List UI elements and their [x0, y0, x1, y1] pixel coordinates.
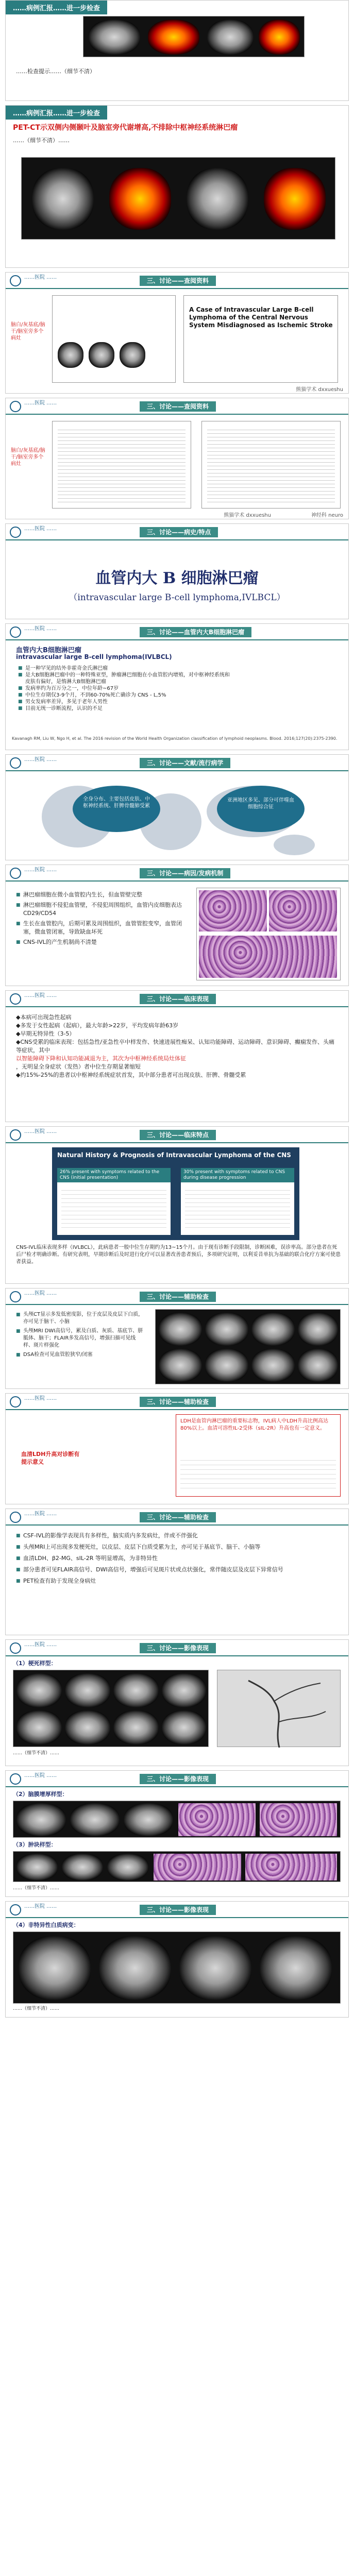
slide-subtitle: （intravascular large B-cell lymphoma,IVLBCL） — [69, 592, 285, 603]
hospital-name: ……医院 …… — [24, 1291, 57, 1296]
mri-image — [16, 1803, 66, 1836]
mri-image — [65, 1710, 110, 1744]
mri-image — [298, 1313, 338, 1346]
slide-15 — [5, 1770, 349, 1897]
hospital-logo — [10, 1396, 21, 1408]
bullet-list — [18, 665, 234, 712]
line-item: ，无明显全身症状（发热）者中位生存期显著缩短 — [16, 1063, 141, 1070]
slide-header — [6, 1902, 348, 1918]
corner-mark: 神经科 neuro — [311, 513, 343, 518]
watermark: 熊猫学术 dxxueshu — [224, 513, 271, 518]
slide-tag: ……病例汇报……进一步检查 — [6, 106, 107, 120]
mri-grid — [155, 1309, 341, 1384]
slide-header — [6, 755, 348, 771]
slide-10 — [5, 1126, 349, 1284]
hospital-logo — [10, 626, 21, 638]
mri-image — [113, 1673, 159, 1707]
mri-row — [13, 1801, 341, 1838]
slide-tag: 三、讨论——辅助检查 — [140, 1512, 216, 1522]
mri-thumb — [120, 342, 145, 368]
vessel-branch — [274, 1683, 321, 1701]
histology-image — [199, 936, 337, 978]
highlight-line: 以智能障碍下降和认知功能减退为主，其次为中枢神经系统局灶体征 — [16, 1055, 186, 1062]
slide-header — [6, 524, 348, 540]
slide-header — [6, 1640, 348, 1656]
line-item: ◆多发于女性起病（起病），最大年龄>22岁，平均发病年龄63岁 — [16, 1022, 179, 1029]
panel-right-header: 30% present with symptoms related to CNS during disease progression — [181, 1168, 294, 1182]
bullet-item: ■ CNS-IVL的产生机制尚不清楚 — [16, 938, 186, 946]
hospital-name: ……医院 …… — [24, 1642, 57, 1648]
figure-panel — [52, 1147, 299, 1240]
slide-tag: 三、讨论——病史/特点 — [140, 527, 218, 537]
histology-image — [178, 1803, 256, 1836]
slide-2 — [5, 105, 349, 268]
line-item: ◆本病可出现急性起病 — [16, 1014, 72, 1021]
hospital-logo — [10, 527, 21, 538]
bullet-item: ■ 头颅MRI上可出现多发梗死灶，以皮层、皮层下白质受累为主，亦可见于基底节、脑干、小脑等 — [16, 1543, 335, 1551]
slide-3 — [5, 272, 349, 394]
hospital-name: ……医院 …… — [24, 400, 57, 406]
slide-9 — [5, 990, 349, 1122]
hospital-logo — [10, 1642, 21, 1654]
article-text-lines — [207, 427, 335, 503]
slide-header — [6, 1289, 348, 1305]
hospital-logo — [10, 757, 21, 769]
panel-left — [57, 1168, 171, 1235]
bullet-list — [16, 1532, 335, 1585]
mri-image — [251, 1349, 295, 1382]
bullet-item: ■ 头颅MRI DWI高信号，累及白质、灰质、基底节、胼胝体、脑干；FLAIR多发高信号，增强扫描可见线样、斑片样强化 — [16, 1328, 145, 1349]
mri-image — [16, 1673, 62, 1707]
lab-table-lines — [180, 1456, 336, 1492]
mri-image — [65, 1673, 110, 1707]
figure-title: Natural History & Prognosis of Intravascular Lymphoma of the CNS — [57, 1151, 291, 1159]
pet-panel — [21, 157, 335, 240]
panel-right — [181, 1168, 294, 1235]
mri-image — [162, 1710, 206, 1744]
slide-header — [6, 991, 348, 1007]
article-right — [183, 295, 338, 383]
hospital-name: ……医院 …… — [24, 1129, 57, 1134]
mri-thumb — [58, 342, 83, 368]
caption: ……（细节不清）…… — [13, 1751, 60, 1756]
bullet-item: ■ 淋巴瘤细胞在微小血管腔内生长，但血管壁完整 — [16, 891, 186, 899]
hospital-logo — [10, 993, 21, 1005]
slide-tag: 三、讨论——血管内大B细胞淋巴瘤 — [140, 627, 251, 637]
bullet-item: ■ 血清LDH、β2-MG、sIL-2R 等明显增高，为非特异性 — [16, 1554, 335, 1563]
hospital-name: ……医院 …… — [24, 1904, 57, 1909]
mri-image — [99, 1936, 171, 2000]
reference-caption: Kavanagh RM, Liu W, Ngo H, et al. The 2016 revision of the World Health Organization classification of lymphoid neoplasms. Blood. 2016;127(20):2375-2390. — [12, 736, 338, 741]
article-title: A Case of Intravascular Large B-cell Lymphoma of the Central Nervous System Misdiagnosed as Ischemic Stroke — [189, 306, 333, 329]
bullet-item: ■ 中位生存期仅3-9个月，不到60-70%死亡确诊为 CNS - L,5% — [18, 692, 234, 699]
slide-title: PET-CT示双侧内侧颞叶及脑室旁代谢增高,不排除中枢神经系统淋巴瘤 — [13, 124, 238, 132]
bullet-item: ■ CSF-IVL的影像学表现具有多样性，脑实质内多发病灶，伴或不伴强化 — [16, 1532, 335, 1540]
slide-tag: 三、讨论——辅助检查 — [140, 1292, 216, 1302]
mri-image — [107, 1854, 148, 1880]
mri-image — [159, 1349, 202, 1382]
hospital-logo — [10, 275, 21, 286]
mri-image — [70, 1803, 120, 1836]
slide-tag: 三、讨论——辅助检查 — [140, 1397, 216, 1407]
mri-image — [16, 1854, 58, 1880]
section-heading: 血管内大B细胞淋巴瘤 — [16, 647, 81, 654]
article-left — [52, 421, 191, 509]
slide-header — [6, 624, 348, 640]
ct-image — [207, 20, 254, 55]
histology-panel — [196, 888, 341, 980]
bullet-item: ■ 是一种罕见的结外非霍奇金氏淋巴瘤 — [18, 665, 234, 672]
bullet-item: ■ 部分患者可见FLAIR高信号、DWI高信号，增强后可见斑片状或点状强化，常伴随皮层及皮层下异常信号 — [16, 1566, 335, 1574]
histology-image — [245, 1854, 337, 1880]
ct-image — [32, 168, 94, 230]
bullet-item: ■ 生长在血管腔内，后期可累及周围组织，血管管腔变窄，血管闭塞，微血管闭塞，导致缺血坏死 — [16, 920, 186, 936]
panel-left-lines — [61, 1187, 166, 1231]
clinical-lines — [16, 1013, 335, 1079]
bullet-item: ■ 是大B细胞淋巴瘤中的一种特殊亚型，肿瘤淋巴细胞在小血管腔内增殖，对中枢神经系统和皮肤有偏好，是惰淋大B细胞淋巴瘤 — [18, 672, 234, 685]
hospital-logo — [10, 1129, 21, 1141]
line-item: ◆约15%-25%的患者以中枢神经系统症状首发，其中部分患者可出现皮肤、肝脾、骨髓受累 — [16, 1072, 246, 1078]
slide-5 — [5, 523, 349, 619]
hospital-logo — [10, 868, 21, 879]
mri-row — [13, 1931, 341, 2004]
type-label: （4）非特异性白质病变： — [13, 1922, 79, 1928]
slide-13 — [5, 1509, 349, 1635]
slide-tag: 三、讨论——病因/发病机制 — [140, 868, 230, 878]
panel-left-header: 26% present with symptoms related to the CNS (initial presentation) — [57, 1168, 171, 1182]
slide-16 — [5, 1901, 349, 2018]
slide-14 — [5, 1639, 349, 1766]
pet-image — [264, 168, 326, 230]
slide-8 — [5, 865, 349, 986]
slide-7 — [5, 754, 349, 860]
hospital-name: ……医院 …… — [24, 993, 57, 998]
caption: ……（细节不清）…… — [13, 2006, 60, 2011]
slide-header — [6, 398, 348, 415]
article-left — [52, 295, 176, 383]
hospital-name: ……医院 …… — [24, 1396, 57, 1401]
bullet-list — [16, 1311, 145, 1359]
mri-image — [205, 1349, 248, 1382]
slide-tag: ……病例汇报……进一步检查 — [6, 1, 107, 14]
panel-right-lines — [185, 1187, 290, 1231]
bullet-item: ■ 头颅CT显示多发低密度影，位于皮层及皮层下白质，亦可见于脑干、小脑 — [16, 1311, 145, 1326]
mri-image — [298, 1349, 338, 1382]
vessel-main — [248, 1681, 279, 1748]
article-right — [201, 421, 341, 509]
type-label: （1）梗死样型： — [13, 1660, 57, 1667]
slide-header — [6, 865, 348, 882]
body-text: ……（细节不清）…… — [13, 137, 70, 144]
mri-image — [16, 1710, 62, 1744]
bullet-item: ■ 淋巴瘤细胞不侵犯血管壁，不侵犯周围组织，血管内皮细胞表达CD29/CD54 — [16, 901, 186, 918]
lab-text: LDH是血管内淋巴瘤的重要标志物，IVL病人中LDH升高比例高达80%以上。血清可溶性IL-2受体（sIL-2R）升高也有一定意义。 — [180, 1418, 328, 1431]
side-label: 脑白/灰基底/脑干/脑室旁多个病灶 — [11, 322, 45, 341]
pet-image — [109, 168, 171, 230]
slide-tag: 三、讨论——影像表现 — [140, 1774, 216, 1784]
mri-image — [179, 1936, 251, 2000]
slide-tag: 三、讨论——临床表现 — [140, 994, 216, 1004]
hospital-logo — [10, 401, 21, 412]
slide-4 — [5, 398, 349, 519]
vessel-branch — [279, 1711, 326, 1722]
mri-thumb — [89, 342, 114, 368]
bubble-right-text: 亚洲地区多见、部分可伴噬血细胞综合征 — [227, 798, 294, 810]
slide-tag: 三、讨论——查阅资料 — [140, 401, 216, 412]
slide-11 — [5, 1288, 349, 1389]
mri-image — [251, 1313, 295, 1346]
body-text: CNS-IVL临床表现多样（IVLBCL），此病患者一般中位生存期约为13~15个月。由于现有诊断手段限制，诊断困难，误诊率高。部分患者在死后尸检才明确诊断。有研究表明，早期诊断后及时进行化疗可以显著改善患者预后，多项研究证明，以利妥昔单抗为基础的联合化疗方案可使患者获益。 — [16, 1245, 341, 1265]
pet-image — [148, 20, 199, 55]
hospital-logo — [10, 1512, 21, 1523]
bullet-item: ■ 发病率约为百万分之一，中位年龄~67岁 — [18, 685, 234, 692]
bullet-item: ■ DSA检查可见血管腔狭窄/闭塞 — [16, 1351, 145, 1359]
type-label: （2）脑膜增厚样型： — [13, 1791, 68, 1798]
hospital-name: ……医院 …… — [24, 1773, 57, 1778]
hospital-name: ……医院 …… — [24, 275, 57, 280]
ct-image — [187, 168, 248, 230]
mri-image — [19, 1936, 91, 2000]
angiogram-vessels — [217, 1670, 341, 1748]
section-heading-en: intravascular large B-cell lymphoma(IVLBCL) — [16, 653, 172, 660]
bullet-item: ■ PET检查有助于发现全身病灶 — [16, 1577, 335, 1585]
caption: ……检查提示……（细节不清） — [16, 68, 95, 75]
bullet-item: ■ 目前无统一诊断流程，认识的不足 — [18, 705, 234, 712]
line-item: ◆CNS受累的临床表现：包括急性/亚急性卒中样发作、快速进展性痴呆、认知功能障碍、运动障碍、意识障碍、癫痫发作、头痛等症状，其中 — [16, 1039, 335, 1054]
mri-image — [260, 1936, 332, 2000]
slide-header — [6, 273, 348, 289]
hospital-name: ……医院 …… — [24, 1511, 57, 1517]
bubble-right — [217, 786, 305, 832]
hospital-logo — [10, 1291, 21, 1302]
left-note: 血清LDH升高对诊断有提示意义 — [21, 1451, 80, 1465]
bubble-left-text: 全身分布、主要包括皮肤、中枢神经系统、肝脾骨髓肺受累 — [83, 796, 150, 809]
line-item: ◆早期无特异性（3-5） — [16, 1030, 75, 1037]
slide-tag: 三、讨论——影像表现 — [140, 1643, 216, 1653]
hospital-name: ……医院 …… — [24, 626, 57, 632]
histology-image — [199, 890, 267, 931]
slide-1 — [5, 0, 349, 101]
histology-image — [260, 1803, 337, 1836]
bubble-left — [73, 786, 160, 832]
slide-header — [6, 1771, 348, 1787]
continent-oceania — [274, 835, 315, 855]
slide-header — [6, 1509, 348, 1526]
scan-panel — [83, 16, 305, 57]
watermark: 熊猫学术 dxxueshu — [296, 387, 343, 393]
hospital-logo — [10, 1904, 21, 1916]
hospital-logo — [10, 1773, 21, 1785]
mri-image — [162, 1673, 206, 1707]
mri-row — [13, 1851, 341, 1882]
slide-header — [6, 1394, 348, 1410]
article-text-lines — [58, 427, 186, 503]
mri-image — [62, 1854, 103, 1880]
slide-12 — [5, 1393, 349, 1504]
side-label: 脑白/灰基底/脑干/脑室旁多个病灶 — [11, 448, 45, 467]
caption: ……（细节不清）…… — [13, 1886, 60, 1891]
mri-image — [124, 1803, 173, 1836]
angiogram — [217, 1670, 341, 1747]
type-label: （3）肿块样型： — [13, 1841, 57, 1848]
mri-image — [113, 1710, 159, 1744]
mri-image — [205, 1313, 248, 1346]
hospital-name: ……医院 …… — [24, 757, 57, 762]
slide-tag: 三、讨论——影像表现 — [140, 1905, 216, 1915]
lab-panel — [176, 1414, 341, 1497]
slide-6 — [5, 623, 349, 750]
slide-tag: 三、讨论——文献/流行病学 — [140, 758, 230, 768]
bullet-list — [16, 891, 186, 946]
histology-image — [269, 890, 337, 931]
mri-grid — [13, 1670, 209, 1747]
ct-image — [89, 20, 140, 55]
mri-image — [159, 1313, 202, 1346]
slide-tag: 三、讨论——查阅资料 — [140, 276, 216, 286]
hospital-name: ……医院 …… — [24, 526, 57, 532]
bullet-item: ■ 男女发病率差异，多见于老年人男性 — [18, 699, 234, 705]
slide-header — [6, 1127, 348, 1143]
hospital-name: ……医院 …… — [24, 867, 57, 873]
slide-tag: 三、讨论——临床特点 — [140, 1130, 216, 1140]
histology-image — [154, 1854, 241, 1880]
pet-image — [259, 20, 300, 55]
slide-title: 血管内大 B 细胞淋巴瘤 — [95, 569, 259, 587]
